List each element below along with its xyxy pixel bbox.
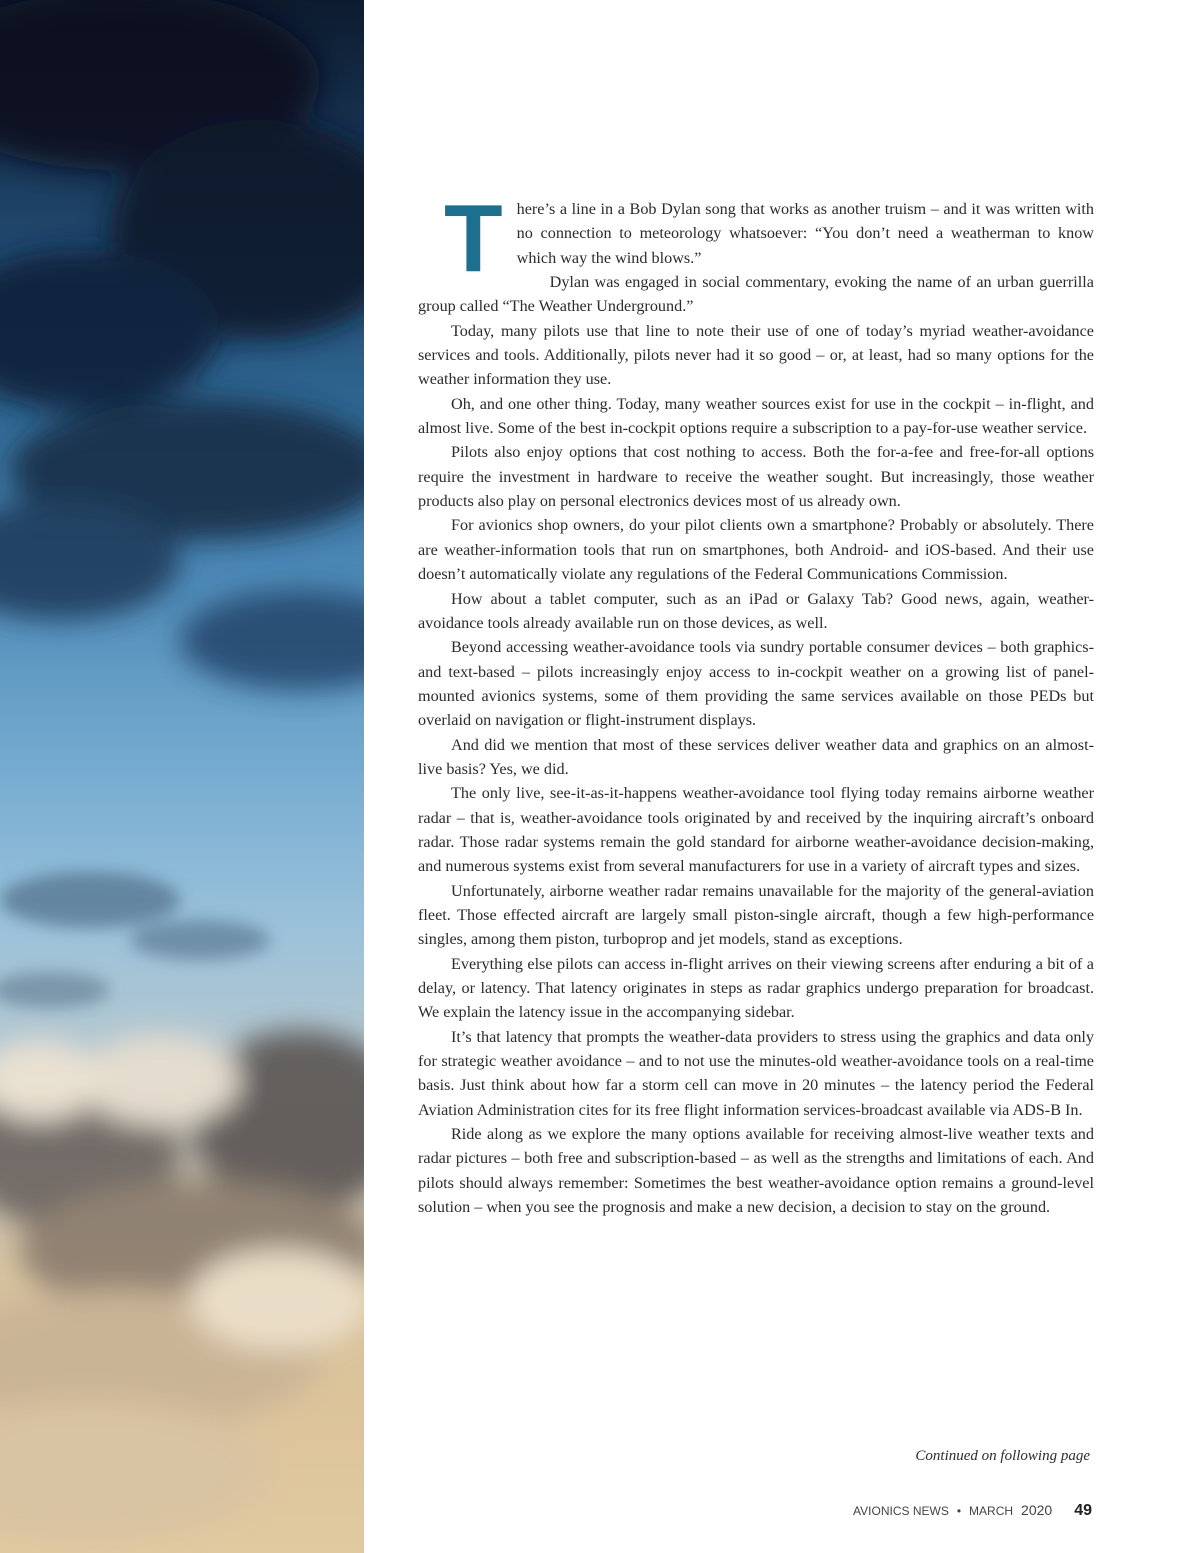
paragraph-14: Ride along as we explore the many options available for receiving almost-live weather texts and radar pictures – both free and subscription-based – as well as the strengths and limitations of each. And pilots should always remember: Sometimes the best weather-avoidance option remains a ground-level solution – when you see the prognosis and make a new decision, a decision to stay on the ground. bbox=[418, 1125, 1094, 1217]
continued-note: Continued on following page bbox=[915, 1448, 1090, 1464]
issue-year: 2020 bbox=[1021, 1502, 1053, 1518]
paragraph-11: Unfortunately, airborne weather radar remains unavailable for the majority of the general-aviation fleet. Those effected aircraft are largely small piston-single aircraft, though a few high-performance singles, among them piston, turboprop and jet models, stand as exceptions. bbox=[418, 881, 1094, 949]
issue-month: MARCH bbox=[969, 1504, 1014, 1518]
publication-name: AVIONICS NEWS bbox=[853, 1504, 949, 1518]
drop-cap: T bbox=[444, 185, 503, 292]
page-footer bbox=[853, 1502, 1092, 1520]
sky-cloud-photo bbox=[0, 0, 364, 1553]
article-body bbox=[418, 185, 1094, 1219]
paragraph-2: Dylan was engaged in social commentary, evoking the name of an urban guerrilla group called “The Weather Underground.” bbox=[418, 273, 1094, 316]
paragraph-1 bbox=[418, 185, 1094, 292]
paragraph-9: And did we mention that most of these services deliver weather data and graphics on an almost-live basis? Yes, we did. bbox=[418, 735, 1094, 778]
paragraph-1-text: here’s a line in a Bob Dylan song that works as another truism – and it was written with no connection to meteorology whatsoever: “You don’t need a weatherman to know which way the wind blows.” bbox=[516, 200, 1094, 267]
paragraph-10: The only live, see-it-as-it-happens weather-avoidance tool flying today remains airborne weather radar – that is, weather-avoidance tools originated by and received by the inquiring aircraft’s onboard radar. Those radar systems remain the gold standard for airborne weather-avoidance decision-making, and numerous systems exist from several manufacturers for use in a variety of aircraft types and sizes. bbox=[418, 784, 1094, 876]
paragraph-3: Today, many pilots use that line to note their use of one of today’s myriad weather-avoidance services and tools. Additionally, pilots never had it so good – or, at least, had so many options for the weather information they use. bbox=[418, 321, 1094, 389]
paragraph-7: How about a tablet computer, such as an iPad or Galaxy Tab? Good news, again, weather-avoidance tools already available run on those devices, as well. bbox=[418, 589, 1094, 632]
footer-separator: • bbox=[956, 1504, 962, 1518]
page-number: 49 bbox=[1074, 1502, 1092, 1519]
paragraph-5: Pilots also enjoy options that cost nothing to access. Both the for-a-fee and free-for-all options require the investment in hardware to receive the weather sought. But increasingly, those weather products also play on personal electronics devices most of us already own. bbox=[418, 443, 1094, 511]
paragraph-6: For avionics shop owners, do your pilot clients own a smartphone? Probably or absolutely. There are weather-information tools that run on smartphones, both Android- and iOS-based. And their use doesn’t automatically violate any regulations of the Federal Communications Commission. bbox=[418, 516, 1094, 584]
cloud-shapes bbox=[0, 0, 364, 1553]
paragraph-13: It’s that latency that prompts the weather-data providers to stress using the graphics and data only for strategic weather avoidance – and to not use the minutes-old weather-avoidance tools on a real-time basis. Just think about how far a storm cell can move in 20 minutes – the latency period the Federal Aviation Administration cites for its free flight information services-broadcast available via ADS-B In. bbox=[418, 1027, 1094, 1119]
paragraph-4: Oh, and one other thing. Today, many weather sources exist for use in the cockpit – in-flight, and almost live. Some of the best in-cockpit options require a subscription to a pay-for-use weather service. bbox=[418, 394, 1094, 438]
paragraph-12: Everything else pilots can access in-flight arrives on their viewing screens after enduring a bit of a delay, or latency. That latency originates in steps as radar graphics undergo preparation for broadcast. We explain the latency issue in the accompanying sidebar. bbox=[418, 954, 1094, 1022]
paragraph-8: Beyond accessing weather-avoidance tools via sundry portable consumer devices – both graphics- and text-based – pilots increasingly enjoy access to in-cockpit weather on a growing list of panel-mounted avionics systems, some of them providing the same services available on those PEDs but overlaid on navigation or flight-instrument displays. bbox=[418, 638, 1094, 730]
